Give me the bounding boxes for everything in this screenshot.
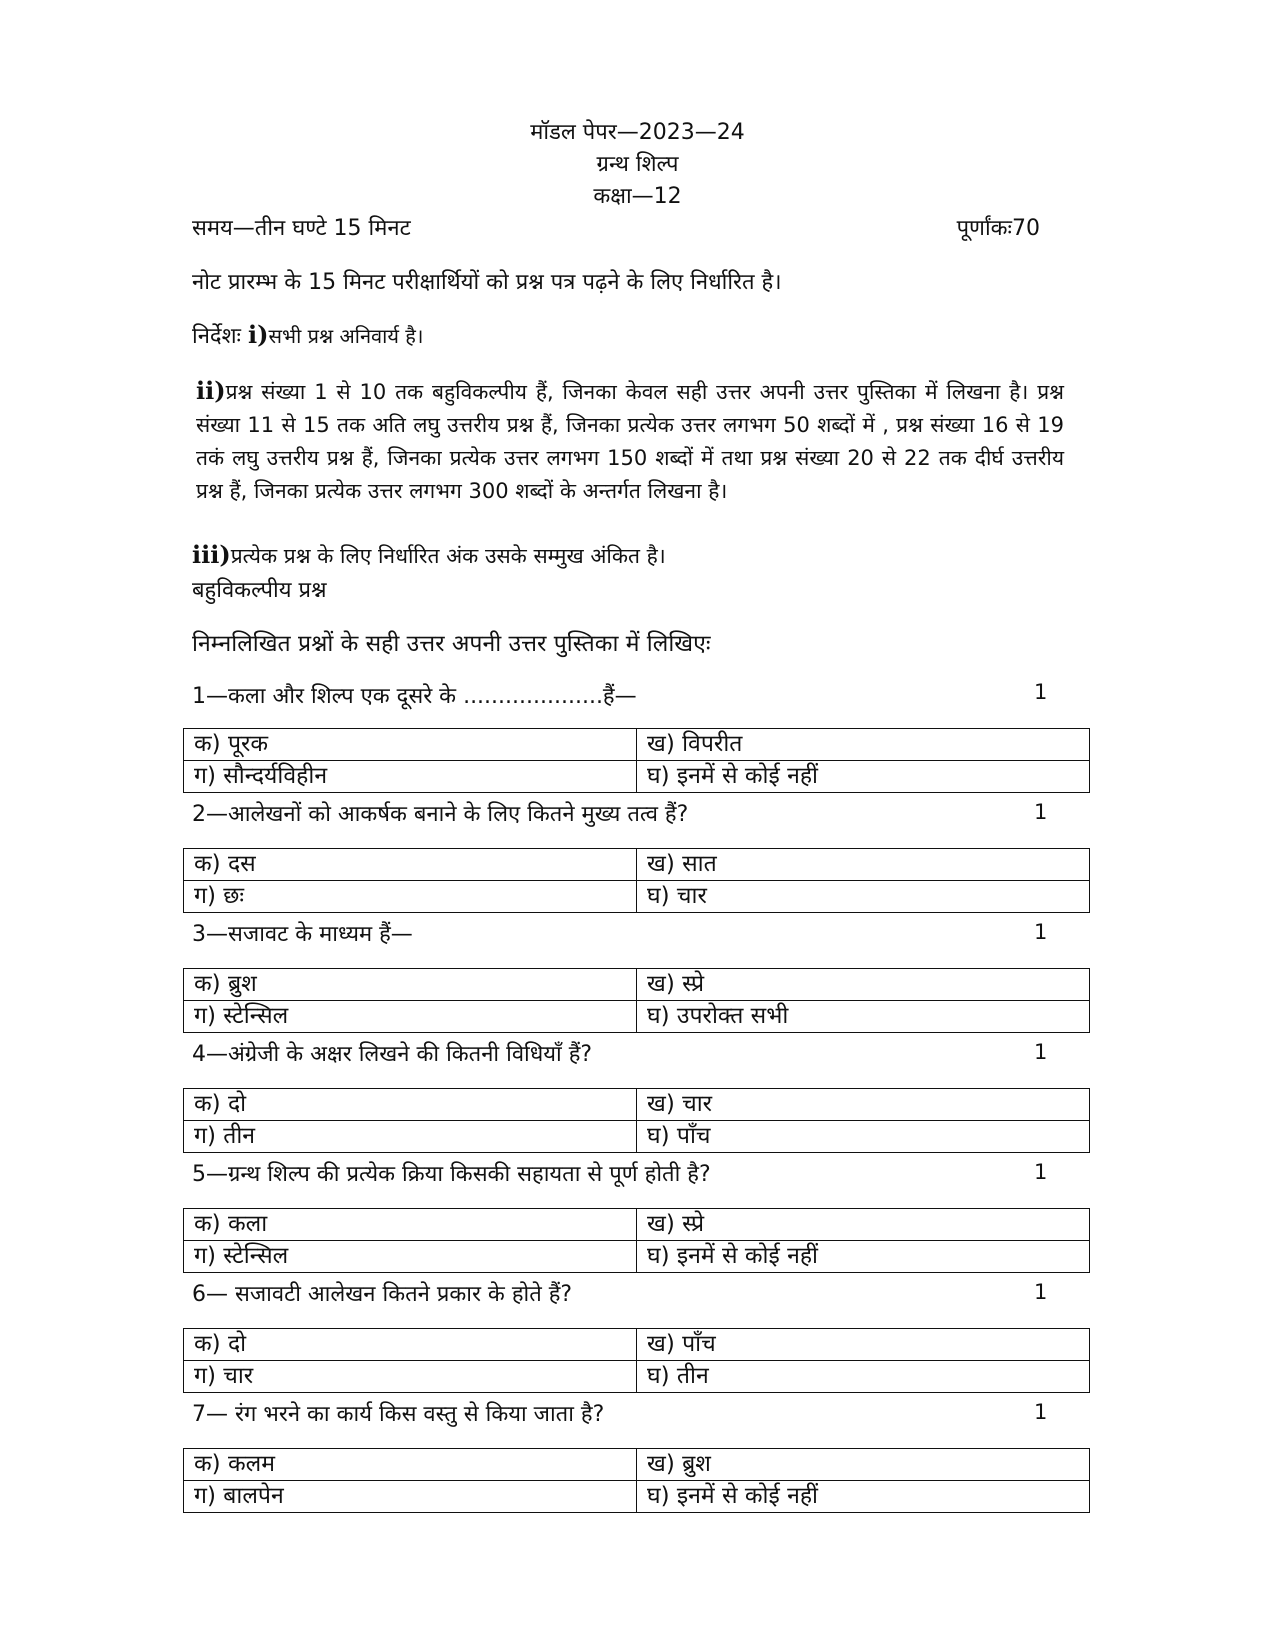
option-gha: घ) इनमें से कोई नहीं xyxy=(637,1241,1090,1273)
options-row xyxy=(184,1089,1090,1121)
question-4-text: 4—अंग्रेजी के अक्षर लिखने की कितनी विधियाँ हैं? xyxy=(192,1042,593,1067)
question-5-options xyxy=(183,1208,1090,1273)
question-7-options xyxy=(183,1448,1090,1513)
paper-class: कक्षा—12 xyxy=(593,184,682,209)
options-row xyxy=(184,1329,1090,1361)
instruction-iii xyxy=(192,540,666,570)
option-ga: ग) सौन्दर्यविहीन xyxy=(184,761,637,793)
option-ga: ग) स्टेन्सिल xyxy=(184,1001,637,1033)
option-kha: ख) चार xyxy=(637,1089,1090,1121)
question-3-options xyxy=(183,968,1090,1033)
option-kha: ख) विपरीत xyxy=(637,729,1090,761)
options-row xyxy=(184,1481,1090,1513)
option-kha: ख) स्प्रे xyxy=(637,1209,1090,1241)
option-ga: ग) चार xyxy=(184,1361,637,1393)
question-5-marks: 1 xyxy=(1034,1160,1048,1184)
question-6-marks: 1 xyxy=(1034,1280,1048,1304)
question-7-text: 7— रंग भरने का कार्य किस वस्तु से किया जाता है? xyxy=(192,1402,605,1427)
options-row xyxy=(184,761,1090,793)
question-3-marks: 1 xyxy=(1034,920,1048,944)
time-allowed: समय—तीन घण्टे 15 मिनट xyxy=(192,216,411,241)
instruction-i xyxy=(192,320,424,350)
question-4-options xyxy=(183,1088,1090,1153)
instruction-i-text: सभी प्रश्न अनिवार्य है। xyxy=(268,324,424,348)
option-kha: ख) सात xyxy=(637,849,1090,881)
option-kha: ख) ब्रुश xyxy=(637,1449,1090,1481)
question-3-text: 3—सजावट के माध्यम हैं— xyxy=(192,922,413,947)
option-ga: ग) तीन xyxy=(184,1121,637,1153)
option-ga: ग) बालपेन xyxy=(184,1481,637,1513)
paper-subject: ग्रन्थ शिल्प xyxy=(596,152,679,177)
options-row xyxy=(184,1361,1090,1393)
options-row xyxy=(184,1001,1090,1033)
paper-title: मॉडल पेपर—2023—24 xyxy=(530,120,745,145)
question-1-text: 1—कला और शिल्प एक दूसरे के ....................हैं— xyxy=(192,684,637,709)
option-gha: घ) इनमें से कोई नहीं xyxy=(637,1481,1090,1513)
question-7-marks: 1 xyxy=(1034,1400,1048,1424)
options-row xyxy=(184,1449,1090,1481)
option-ka: क) दस xyxy=(184,849,637,881)
section-instruction: निम्नलिखित प्रश्नों के सही उत्तर अपनी उत्तर पुस्तिका में लिखिएः xyxy=(192,631,711,657)
note-text: नोट प्रारम्भ के 15 मिनट परीक्षार्थियों को प्रश्न पत्र पढ़ने के लिए निर्धारित है। xyxy=(192,270,782,295)
question-1-options xyxy=(183,728,1090,793)
option-ka: क) दो xyxy=(184,1329,637,1361)
question-2-options xyxy=(183,848,1090,913)
instructions-label: निर्देशः xyxy=(192,324,241,349)
option-ka: क) कलम xyxy=(184,1449,637,1481)
question-6-options xyxy=(183,1328,1090,1393)
options-row xyxy=(184,729,1090,761)
section-title: बहुविकल्पीय प्रश्न xyxy=(192,578,327,603)
option-ka: क) पूरक xyxy=(184,729,637,761)
option-gha: घ) चार xyxy=(637,881,1090,913)
instruction-ii-text: प्रश्न संख्या 1 से 10 तक बहुविकल्पीय हैं, जिनका केवल सही उत्तर अपनी उत्तर पुस्तिका में लिखना है। प्रश्न संख्या 11 से 15 तक अति लघु उत्तरीय प्रश्न हैं, जिनका प्रत्येक उत्तर लगभग 50 शब्दों में , प्रश्न संख्या 16 से 19 तकं लघु उत्तरीय प्रश्न हैं, जिनका प्रत्येक उत्तर लगभग 150 शब्दों में तथा प्रश्न संख्या 20 से 22 तक दीर्घ उत्तरीय प्रश्न हैं, जिनका प्रत्येक उत्तर लगभग 300 शब्दों के अन्तर्गत लिखना है। xyxy=(196,380,1064,503)
options-row xyxy=(184,1209,1090,1241)
option-gha: घ) उपरोक्त सभी xyxy=(637,1001,1090,1033)
max-marks: पूर्णांकः70 xyxy=(956,216,1040,241)
option-ga: ग) स्टेन्सिल xyxy=(184,1241,637,1273)
options-row xyxy=(184,881,1090,913)
option-gha: घ) पाँच xyxy=(637,1121,1090,1153)
option-gha: घ) इनमें से कोई नहीं xyxy=(637,761,1090,793)
options-row xyxy=(184,969,1090,1001)
options-row xyxy=(184,849,1090,881)
instruction-ii-number: ii) xyxy=(196,376,226,405)
question-2-marks: 1 xyxy=(1034,800,1048,824)
instruction-ii xyxy=(196,374,1064,508)
question-1-marks: 1 xyxy=(1034,680,1048,704)
question-5-text: 5—ग्रन्थ शिल्प की प्रत्येक क्रिया किसकी सहायता से पूर्ण होती है? xyxy=(192,1162,711,1187)
option-gha: घ) तीन xyxy=(637,1361,1090,1393)
option-ka: क) ब्रुश xyxy=(184,969,637,1001)
options-row xyxy=(184,1121,1090,1153)
option-kha: ख) स्प्रे xyxy=(637,969,1090,1001)
question-4-marks: 1 xyxy=(1034,1040,1048,1064)
instruction-iii-text: प्रत्येक प्रश्न के लिए निर्धारित अंक उसके सम्मुख अंकित है। xyxy=(230,544,666,568)
option-ga: ग) छः xyxy=(184,881,637,913)
instruction-iii-number: iii) xyxy=(192,540,231,569)
option-ka: क) कला xyxy=(184,1209,637,1241)
question-6-text: 6— सजावटी आलेखन कितने प्रकार के होते हैं? xyxy=(192,1282,573,1307)
instruction-i-number: i) xyxy=(248,320,269,349)
options-row xyxy=(184,1241,1090,1273)
question-2-text: 2—आलेखनों को आकर्षक बनाने के लिए कितने मुख्य तत्व हैं? xyxy=(192,802,689,827)
option-kha: ख) पाँच xyxy=(637,1329,1090,1361)
option-ka: क) दो xyxy=(184,1089,637,1121)
